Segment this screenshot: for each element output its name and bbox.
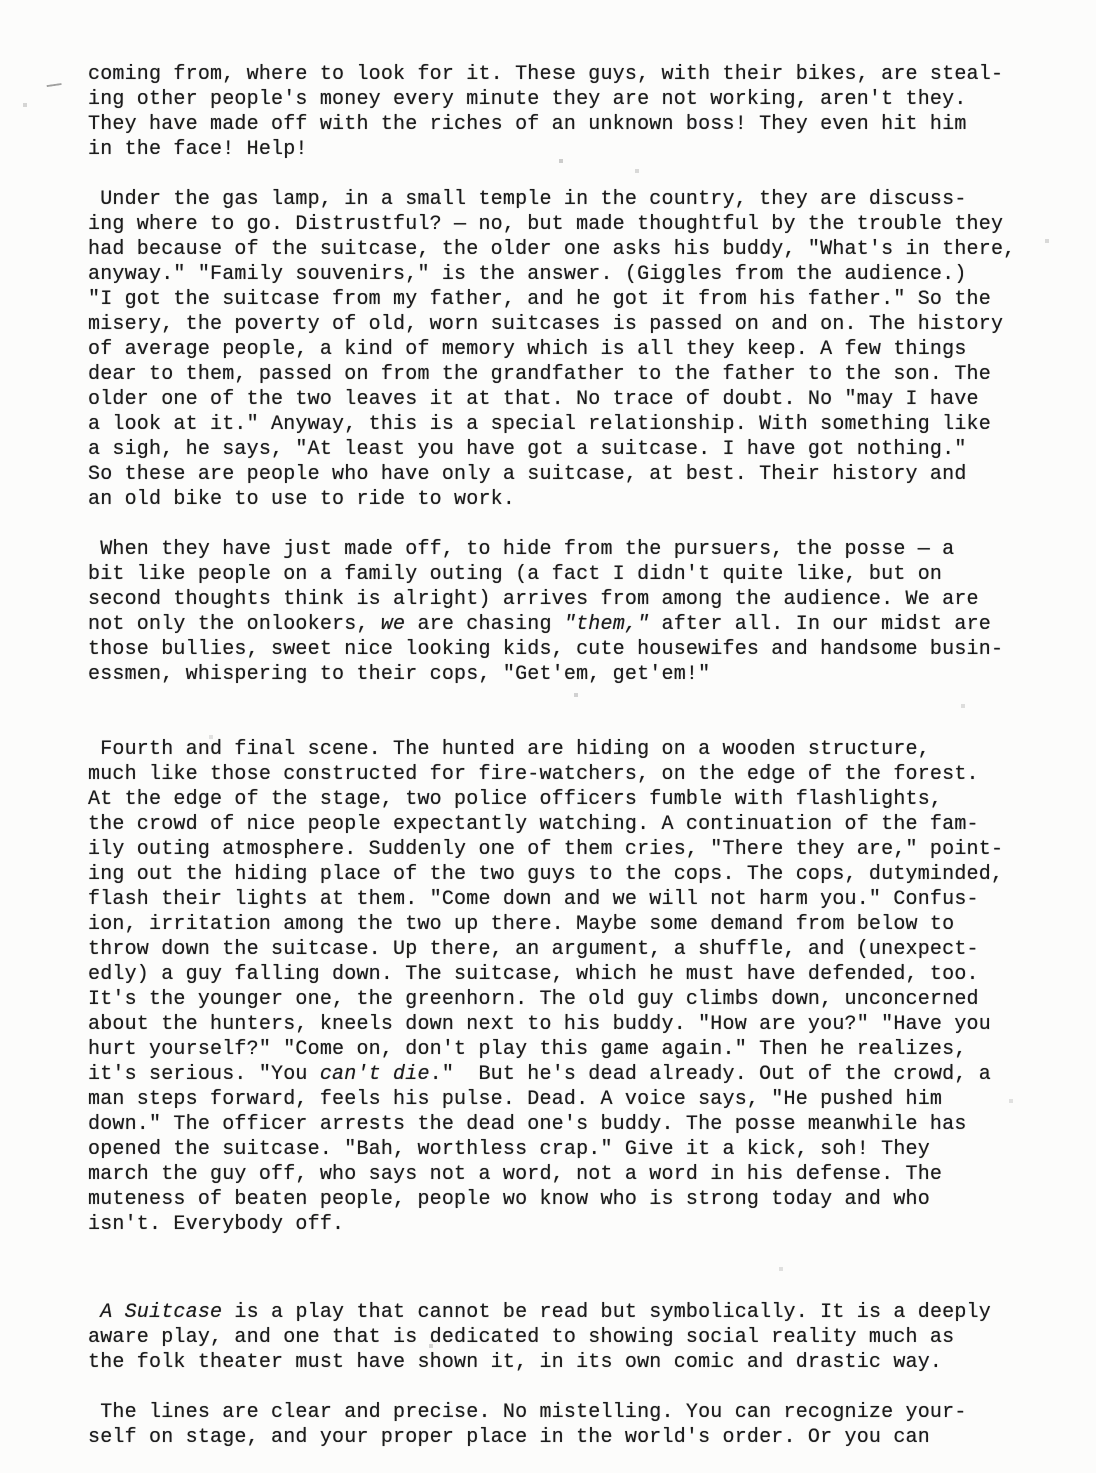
paragraph — [88, 1300, 1038, 1375]
text-line: So these are people who have only a suitcase, at best. Their history and — [88, 463, 967, 486]
text-line: "I got the suitcase from my father, and he got it from his father." So the — [88, 288, 991, 311]
text-line: a sigh, he says, "At least you have got a suitcase. I have got nothing." — [88, 438, 967, 461]
text-line: an old bike to use to ride to work. — [88, 488, 516, 511]
text-line: aware play, and one that is dedicated to showing social reality much as — [88, 1326, 955, 1349]
paragraph — [88, 1400, 1038, 1450]
text-line: man steps forward, feels his pulse. Dead. A voice says, "He pushed him — [88, 1088, 943, 1111]
text-line: muteness of beaten people, people wo know who is strong today and who — [88, 1188, 930, 1211]
text-line: in the face! Help! — [88, 138, 308, 161]
text-line: throw down the suitcase. Up there, an argument, a shuffle, and (unexpect- — [88, 938, 979, 961]
text-line: Under the gas lamp, in a small temple in the country, they are discuss- — [88, 188, 967, 211]
text-line: essmen, whispering to their cops, "Get'em, get'em!" — [88, 663, 711, 686]
text-line: edly) a guy falling down. The suitcase, which he must have defended, too. — [88, 963, 979, 986]
text-line: isn't. Everybody off. — [88, 1213, 345, 1236]
text-line: flash their lights at them. "Come down and we will not harm you." Confus- — [88, 888, 979, 911]
text-line: misery, the poverty of old, worn suitcases is passed on and on. The history — [88, 313, 1004, 336]
text-line: ing other people's money every minute they are not working, aren't they. — [88, 88, 967, 111]
scan-artifact-penstroke — [47, 83, 63, 93]
document-body — [88, 62, 1038, 1450]
text-line: it's serious. "You can't die." But he's dead already. Out of the crowd, a — [88, 1063, 991, 1086]
text-line: self on stage, and your proper place in the world's order. Or you can — [88, 1426, 930, 1449]
text-line: At the edge of the stage, two police officers fumble with flashlights, — [88, 788, 943, 811]
italic-text: can't die — [319, 1063, 430, 1086]
text-line: When they have just made off, to hide from the pursuers, the posse — a — [88, 538, 955, 561]
text-line: the folk theater must have shown it, in its own comic and drastic way. — [88, 1351, 943, 1374]
text-line: a look at it." Anyway, this is a special relationship. With something like — [88, 413, 991, 436]
text-line: older one of the two leaves it at that. No trace of doubt. No "may I have — [88, 388, 979, 411]
text-line: A Suitcase is a play that cannot be read but symbolically. It is a deeply — [100, 1301, 991, 1324]
italic-text: A Suitcase — [100, 1301, 223, 1324]
text-line: It's the younger one, the greenhorn. The old guy climbs down, unconcerned — [88, 988, 979, 1011]
italic-text: "them," — [563, 613, 650, 636]
paragraph — [88, 537, 1038, 687]
text-line: dear to them, passed on from the grandfather to the father to the son. The — [88, 363, 991, 386]
paragraph — [88, 187, 1038, 512]
text-line: coming from, where to look for it. These guys, with their bikes, are steal- — [88, 63, 1004, 86]
text-line: ing where to go. Distrustful? — no, but made thoughtful by the trouble they — [88, 213, 1004, 236]
text-line: march the guy off, who says not a word, not a word in his defense. The — [88, 1163, 943, 1186]
scan-artifact-specks — [0, 0, 2, 2]
text-line: about the hunters, kneels down next to his buddy. "How are you?" "Have you — [88, 1013, 991, 1036]
text-line: The lines are clear and precise. No mistelling. You can recognize your- — [88, 1401, 967, 1424]
text-line: down." The officer arrests the dead one's buddy. The posse meanwhile has — [88, 1113, 967, 1136]
text-line: ion, irritation among the two up there. Maybe some demand from below to — [88, 913, 955, 936]
paragraph — [88, 62, 1038, 162]
text-line: anyway." "Family souvenirs," is the answer. (Giggles from the audience.) — [88, 263, 967, 286]
text-line: those bullies, sweet nice looking kids, cute housewifes and handsome busin- — [88, 638, 1004, 661]
text-line: of average people, a kind of memory which is all they keep. A few things — [88, 338, 967, 361]
text-line: ily outing atmosphere. Suddenly one of them cries, "There they are," point- — [88, 838, 1004, 861]
text-line: second thoughts think is alright) arrives from among the audience. We are — [88, 588, 979, 611]
italic-text: we — [380, 613, 406, 636]
paragraph — [88, 737, 1038, 1237]
text-line: the crowd of nice people expectantly watching. A continuation of the fam- — [88, 813, 979, 836]
text-line: had because of the suitcase, the older one asks his buddy, "What's in there, — [88, 238, 1016, 261]
text-line: opened the suitcase. "Bah, worthless crap." Give it a kick, soh! They — [88, 1138, 930, 1161]
text-line: hurt yourself?" "Come on, don't play this game again." Then he realizes, — [88, 1038, 967, 1061]
text-line: They have made off with the riches of an unknown boss! They even hit him — [88, 113, 967, 136]
text-line: ing out the hiding place of the two guys to the cops. The cops, dutyminded, — [88, 863, 1004, 886]
text-line: much like those constructed for fire-watchers, on the edge of the forest. — [88, 763, 979, 786]
text-line: bit like people on a family outing (a fact I didn't quite like, but on — [88, 563, 943, 586]
text-line: not only the onlookers, we are chasing "them," after all. In our midst are — [88, 613, 991, 636]
text-line: Fourth and final scene. The hunted are hiding on a wooden structure, — [88, 738, 930, 761]
